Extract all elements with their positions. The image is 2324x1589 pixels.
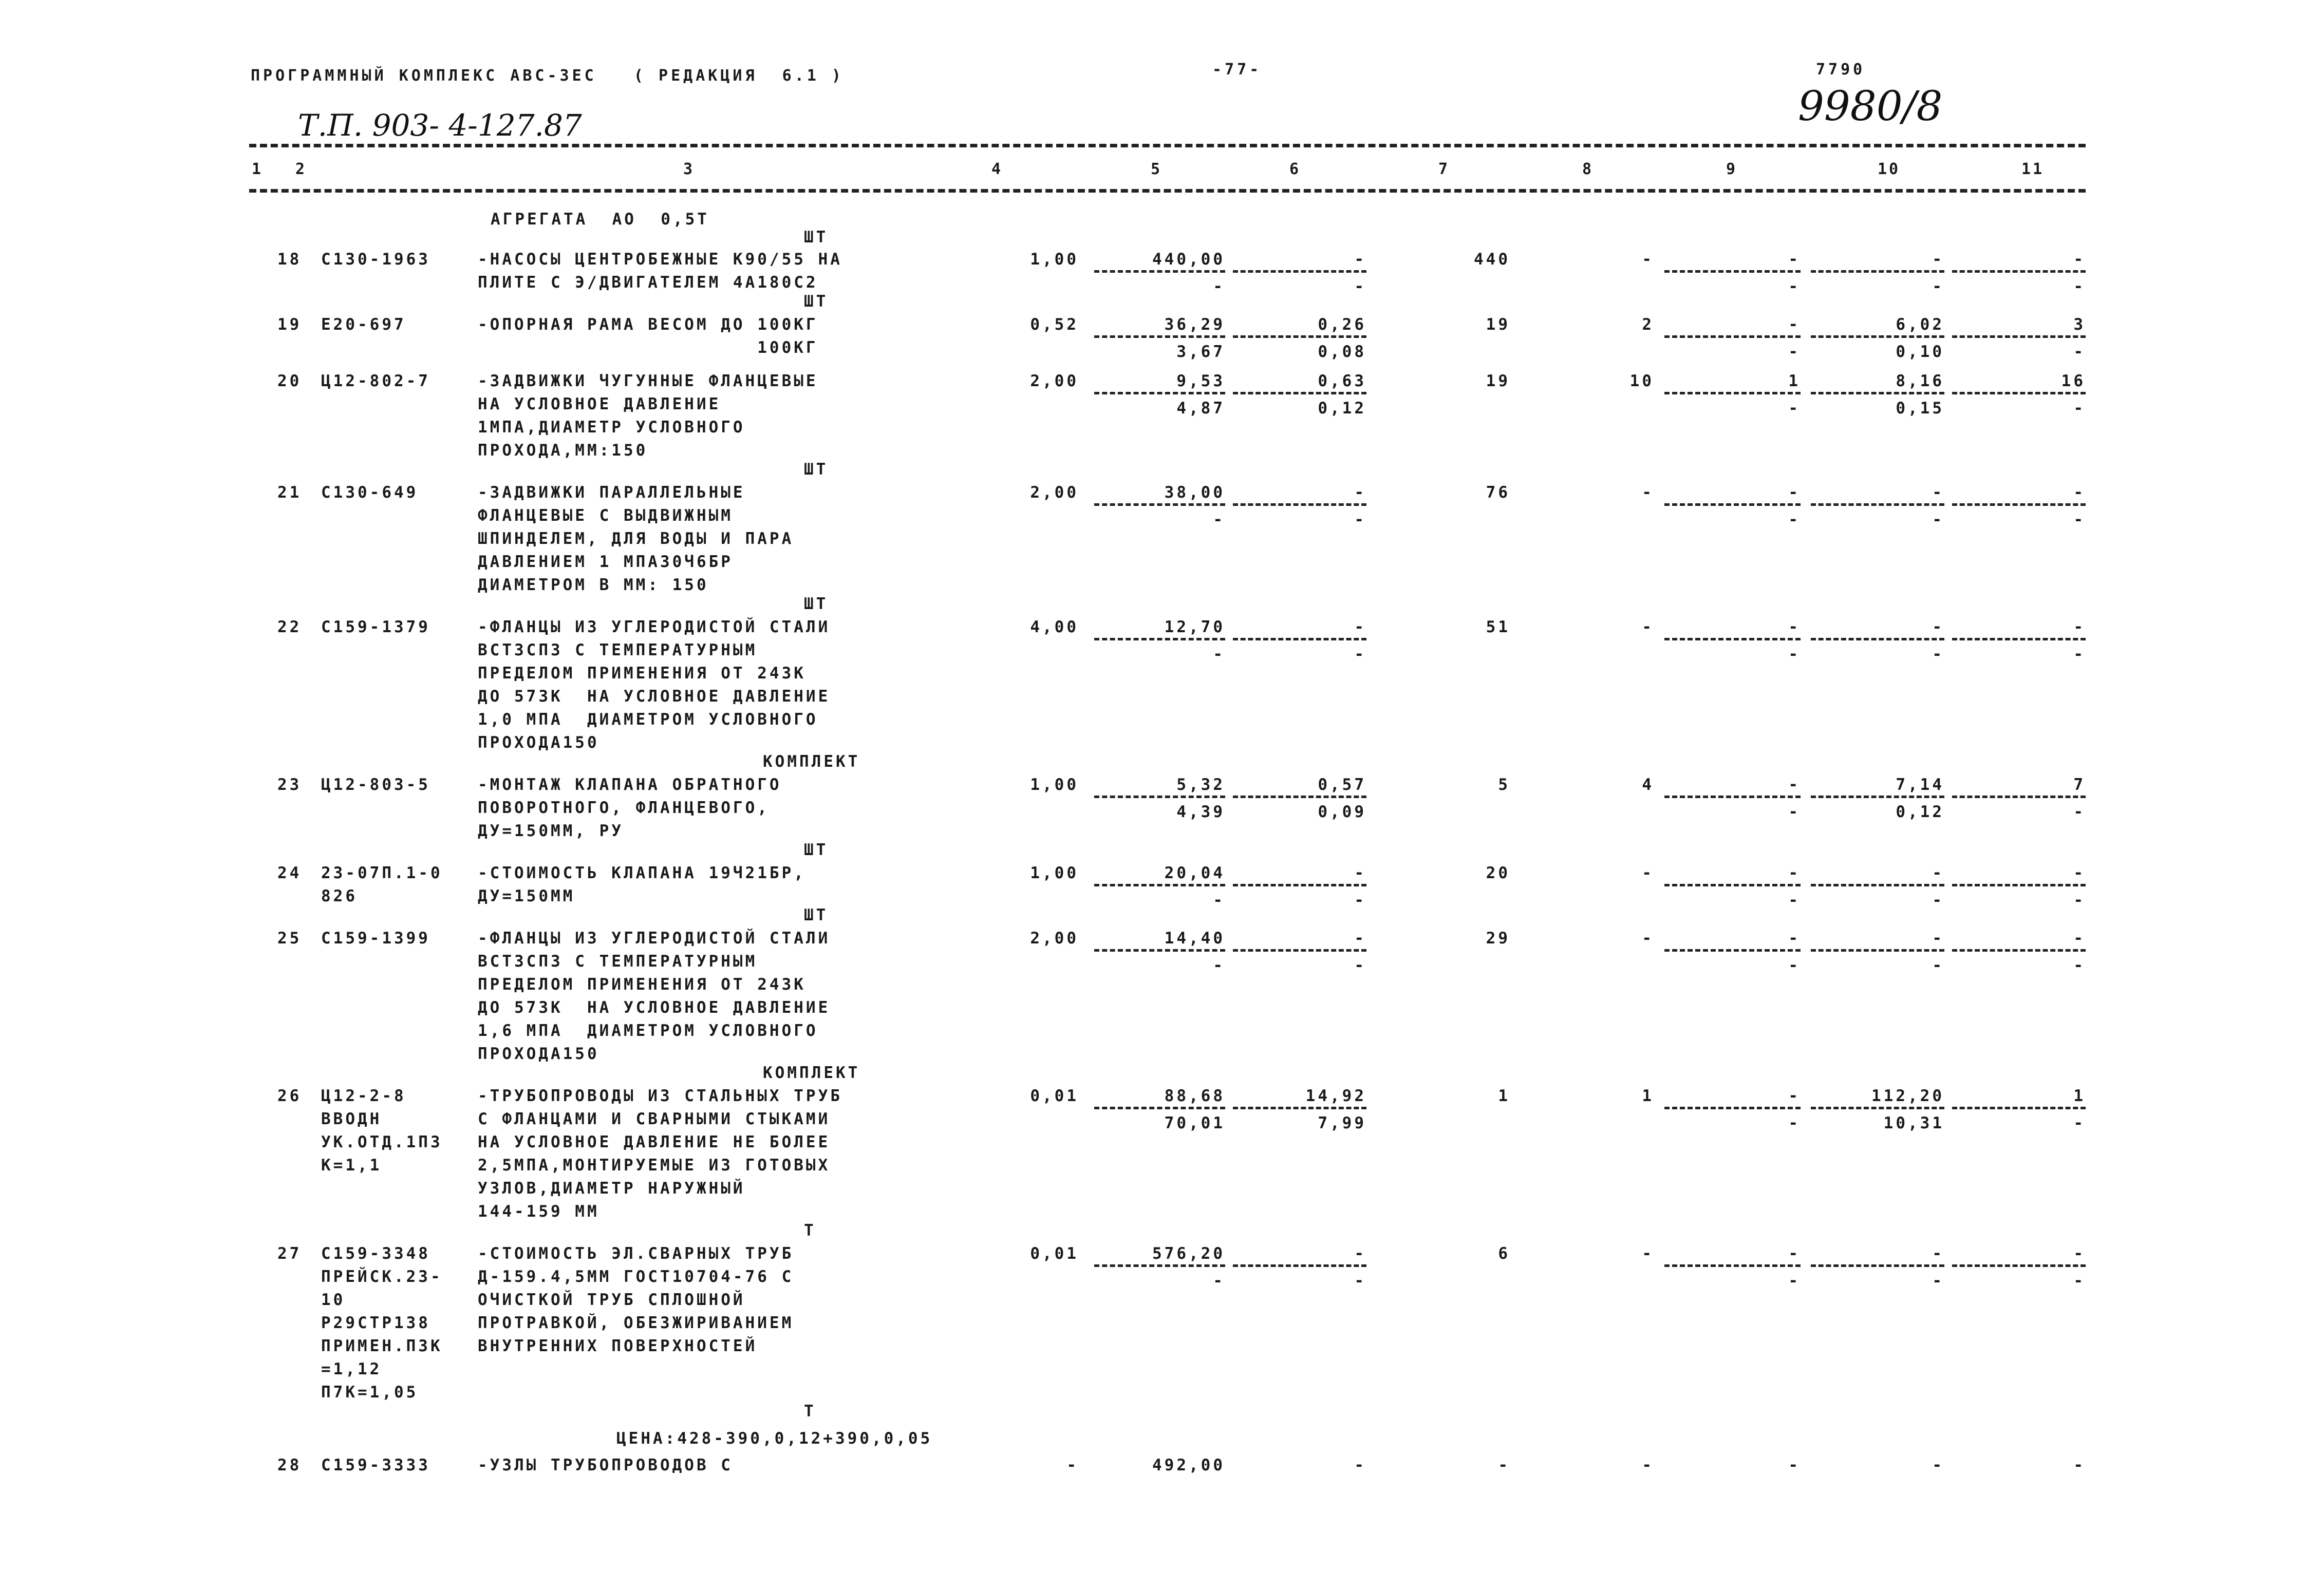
cell-c7: 440: [1474, 250, 1510, 269]
cell-c9b: -: [1788, 803, 1801, 821]
row-code: ВВОДН: [321, 1110, 382, 1128]
cell-c10: -: [1932, 1456, 1944, 1474]
row-description: ПРОТРАВКОЙ, ОБЕЗЖИРИВАНИЕМ: [478, 1314, 794, 1332]
intro-unit: ШТ: [804, 228, 829, 247]
cell-c10: -: [1932, 618, 1944, 636]
row-code: С159-3333: [321, 1456, 430, 1474]
cell-c5: 5,32: [1176, 775, 1225, 794]
row-description: ПРОХОДА,ММ:150: [478, 441, 648, 460]
cell-c9b: -: [1788, 1272, 1801, 1290]
cell-c8: 10: [1629, 372, 1654, 390]
cell-divider-c5: [1094, 392, 1225, 394]
cell-c6: -: [1354, 1456, 1366, 1474]
cell-qty: 2,00: [1030, 483, 1079, 502]
cell-c6: -: [1354, 250, 1366, 269]
column-header-8: 8: [1582, 160, 1594, 178]
cell-divider-c11: [1952, 335, 2086, 338]
row-description: -ЗАДВИЖКИ ПАРАЛЛЕЛЬНЫЕ: [478, 483, 745, 502]
cell-c5: 12,70: [1164, 618, 1225, 636]
cell-c8: 2: [1642, 315, 1654, 334]
row-unit: КОМПЛЕКТ: [763, 1064, 860, 1082]
cell-c7: 6: [1498, 1244, 1510, 1263]
cell-c10b: 10,31: [1883, 1114, 1944, 1132]
row-code: 826: [321, 887, 358, 905]
cell-c5b: 70,01: [1164, 1114, 1225, 1132]
cell-c11: -: [2073, 864, 2086, 882]
cell-qty: 0,01: [1030, 1087, 1079, 1105]
cell-divider-c9: [1664, 1264, 1801, 1267]
cell-divider-c11: [1952, 884, 2086, 886]
cell-c9: -: [1788, 250, 1801, 269]
row-description: 1МПА,ДИАМЕТР УСЛОВНОГО: [478, 418, 745, 437]
cell-qty: -: [1066, 1456, 1079, 1474]
row-description: -УЗЛЫ ТРУБОПРОВОДОВ С: [478, 1456, 733, 1474]
cell-c10b: -: [1932, 1272, 1944, 1290]
row-number: 21: [277, 483, 302, 502]
row-number: 18: [277, 250, 302, 269]
cell-divider-c11: [1952, 503, 2086, 506]
cell-c11: -: [2073, 618, 2086, 636]
row-code: С130-649: [321, 483, 419, 502]
cell-c6: 0,63: [1318, 372, 1366, 390]
row-number: 23: [277, 775, 302, 794]
cell-c5b: -: [1213, 956, 1225, 975]
cell-c8: -: [1642, 250, 1654, 269]
cell-c7: 20: [1486, 864, 1510, 882]
cell-divider-c9: [1664, 884, 1801, 886]
row-number: 28: [277, 1456, 302, 1474]
cell-c9: -: [1788, 775, 1801, 794]
cell-c8: -: [1642, 618, 1654, 636]
row-description: НА УСЛОВНОЕ ДАВЛЕНИЕ НЕ БОЛЕЕ: [478, 1133, 831, 1151]
cell-c11b: -: [2073, 1114, 2086, 1132]
cell-divider-c6: [1233, 884, 1366, 886]
row-description: ВНУТРЕННИХ ПОВЕРХНОСТЕЙ: [478, 1337, 758, 1355]
cell-divider-c6: [1233, 796, 1366, 798]
row-description: -ЗАДВИЖКИ ЧУГУННЫЕ ФЛАНЦЕВЫЕ: [478, 372, 818, 390]
cell-c9b: -: [1788, 956, 1801, 975]
row-number: 20: [277, 372, 302, 390]
row-description: ПРОХОДА150: [478, 1045, 599, 1063]
cell-c11b: -: [2073, 1272, 2086, 1290]
cell-qty: 1,00: [1030, 775, 1079, 794]
cell-c9: -: [1788, 618, 1801, 636]
cell-c8: -: [1642, 483, 1654, 502]
cell-divider-c10: [1811, 1264, 1944, 1267]
cell-c5: 36,29: [1164, 315, 1225, 334]
column-header-5: 5: [1151, 160, 1163, 178]
price-note: ЦЕНА:428-390,0,12+390,0,05: [616, 1429, 933, 1448]
cell-divider-c10: [1811, 392, 1944, 394]
cell-c6b: -: [1354, 1272, 1366, 1290]
row-code: Е20-697: [321, 315, 406, 334]
cell-divider-c6: [1233, 503, 1366, 506]
cell-qty: 0,52: [1030, 315, 1079, 334]
cell-divider-c11: [1952, 1264, 2086, 1267]
cell-divider-c5: [1094, 638, 1225, 640]
cell-c9: 1: [1788, 372, 1801, 390]
cell-divider-c6: [1233, 949, 1366, 952]
cell-divider-c5: [1094, 884, 1225, 886]
page-number: -77-: [1212, 61, 1262, 79]
cell-c10: -: [1932, 929, 1944, 948]
cell-c9b: -: [1788, 891, 1801, 910]
row-code: С130-1963: [321, 250, 430, 269]
cell-divider-c6: [1233, 638, 1366, 640]
cell-divider-c5: [1094, 796, 1225, 798]
row-code: 10: [321, 1291, 346, 1309]
cell-divider-c5: [1094, 335, 1225, 338]
row-description: -ОПОРНАЯ РАМА ВЕСОМ ДО 100КГ: [478, 315, 818, 334]
cell-c5b: -: [1213, 645, 1225, 664]
cell-divider-c10: [1811, 949, 1944, 952]
row-unit: КОМПЛЕКТ: [763, 752, 860, 771]
cell-divider-c6: [1233, 1107, 1366, 1109]
cell-divider-c10: [1811, 335, 1944, 338]
row-code: УК.ОТД.1П3: [321, 1133, 443, 1151]
row-description: НА УСЛОВНОЕ ДАВЛЕНИЕ: [478, 395, 721, 413]
cell-divider-c5: [1094, 949, 1225, 952]
cell-c11: 16: [2061, 372, 2086, 390]
header-rule: [249, 189, 2086, 193]
row-description: ДО 573К НА УСЛОВНОЕ ДАВЛЕНИЕ: [478, 998, 831, 1017]
cell-c10: -: [1932, 1244, 1944, 1263]
cell-qty: 4,00: [1030, 618, 1079, 636]
row-code: С159-3348: [321, 1244, 430, 1263]
row-description: ДИАМЕТРОМ В ММ: 150: [478, 576, 709, 594]
cell-c6b: -: [1354, 645, 1366, 664]
cell-c7: 19: [1486, 315, 1510, 334]
cell-divider-c9: [1664, 335, 1801, 338]
cell-c10: 6,02: [1896, 315, 1944, 334]
row-number: 22: [277, 618, 302, 636]
cell-c9b: -: [1788, 399, 1801, 418]
cell-c11b: -: [2073, 891, 2086, 910]
top-rule: [249, 144, 2086, 147]
cell-c11: -: [2073, 483, 2086, 502]
cell-c5b: 4,39: [1176, 803, 1225, 821]
column-header-6: 6: [1289, 160, 1301, 178]
cell-c9: -: [1788, 929, 1801, 948]
cell-c7: -: [1498, 1456, 1510, 1474]
cell-c6b: 0,09: [1318, 803, 1366, 821]
cell-c11: 3: [2073, 315, 2086, 334]
row-number: 25: [277, 929, 302, 948]
cell-c5: 20,04: [1164, 864, 1225, 882]
row-unit: Т: [804, 1402, 816, 1421]
column-header-11: 11: [2021, 160, 2045, 178]
cell-c5b: 4,87: [1176, 399, 1225, 418]
intro-text: АГРЕГАТА АО 0,5Т: [491, 210, 709, 229]
cell-c6: -: [1354, 1244, 1366, 1263]
row-description: -СТОИМОСТЬ ЭЛ.СВАРНЫХ ТРУБ: [478, 1244, 794, 1263]
cell-c9: -: [1788, 1087, 1801, 1105]
cell-divider-c9: [1664, 392, 1801, 394]
cell-divider-c10: [1811, 503, 1944, 506]
cell-c6b: 7,99: [1318, 1114, 1366, 1132]
cell-c10: 112,20: [1871, 1087, 1944, 1105]
row-description: ВСТ3СП3 С ТЕМПЕРАТУРНЫМ: [478, 952, 758, 971]
cell-divider-c10: [1811, 638, 1944, 640]
row-unit: ШТ: [804, 841, 829, 859]
column-header-10: 10: [1878, 160, 1901, 178]
cell-c7: 51: [1486, 618, 1510, 636]
cell-c6: -: [1354, 929, 1366, 948]
row-description: ОЧИСТКОЙ ТРУБ СПЛОШНОЙ: [478, 1291, 745, 1309]
cell-c7: 1: [1498, 1087, 1510, 1105]
cell-c11b: -: [2073, 343, 2086, 361]
cell-c9: -: [1788, 315, 1801, 334]
row-description: ДАВЛЕНИЕМ 1 МПА30Ч6БР: [478, 553, 733, 571]
cell-c8: -: [1642, 1456, 1654, 1474]
cell-c11b: -: [2073, 956, 2086, 975]
column-header-3: 3: [683, 160, 695, 178]
cell-c10b: 0,12: [1896, 803, 1944, 821]
cell-c9: -: [1788, 1456, 1801, 1474]
row-description: ДУ=150ММ, РУ: [478, 822, 624, 840]
cell-c5: 576,20: [1152, 1244, 1225, 1263]
cell-c5: 492,00: [1152, 1456, 1225, 1474]
row-code: К=1,1: [321, 1156, 382, 1175]
row-number: 26: [277, 1087, 302, 1105]
cell-c11b: -: [2073, 399, 2086, 418]
cell-c5: 88,68: [1164, 1087, 1225, 1105]
row-number: 19: [277, 315, 302, 334]
cell-c8: -: [1642, 929, 1654, 948]
cell-c8: 4: [1642, 775, 1654, 794]
row-description: 2,5МПА,МОНТИРУЕМЫЕ ИЗ ГОТОВЫХ: [478, 1156, 831, 1175]
row-description: -НАСОСЫ ЦЕНТРОБЕЖНЫЕ К90/55 НА: [478, 250, 842, 269]
cell-c5: 38,00: [1164, 483, 1225, 502]
cell-c11b: -: [2073, 277, 2086, 296]
cell-divider-c11: [1952, 270, 2086, 273]
cell-c9: -: [1788, 864, 1801, 882]
program-header: ПРОГРАММНЫЙ КОМПЛЕКС АВС-3ЕС ( РЕДАКЦИЯ 6.1 ): [251, 67, 844, 85]
cell-c6b: -: [1354, 891, 1366, 910]
cell-c11: 7: [2073, 775, 2086, 794]
row-code: =1,12: [321, 1360, 382, 1378]
cell-c11b: -: [2073, 803, 2086, 821]
row-unit: ШТ: [804, 595, 829, 613]
cell-c9b: -: [1788, 645, 1801, 664]
cell-c10b: -: [1932, 645, 1944, 664]
cell-c10: 8,16: [1896, 372, 1944, 390]
row-description: ПРЕДЕЛОМ ПРИМЕНЕНИЯ ОТ 243К: [478, 975, 806, 994]
row-code: Ц12-803-5: [321, 775, 430, 794]
column-header-2: 2: [295, 160, 307, 178]
cell-c10: -: [1932, 483, 1944, 502]
cell-divider-c10: [1811, 270, 1944, 273]
row-code: ПРИМЕН.П3К: [321, 1337, 443, 1355]
row-description: -ФЛАНЦЫ ИЗ УГЛЕРОДИСТОЙ СТАЛИ: [478, 618, 831, 636]
cell-c5b: -: [1213, 891, 1225, 910]
cell-divider-c9: [1664, 1107, 1801, 1109]
cell-c6b: -: [1354, 510, 1366, 529]
cell-divider-c11: [1952, 949, 2086, 952]
cell-c10b: 0,10: [1896, 343, 1944, 361]
row-description: 144-159 ММ: [478, 1202, 599, 1221]
cell-c11: -: [2073, 250, 2086, 269]
row-number: 27: [277, 1244, 302, 1263]
column-header-4: 4: [991, 160, 1003, 178]
row-code: Р29СТР138: [321, 1314, 430, 1332]
cell-c11: -: [2073, 1244, 2086, 1263]
cell-c9: -: [1788, 483, 1801, 502]
cell-divider-c10: [1811, 796, 1944, 798]
cell-c5: 14,40: [1164, 929, 1225, 948]
cell-c10b: -: [1932, 956, 1944, 975]
row-description: -ТРУБОПРОВОДЫ ИЗ СТАЛЬНЫХ ТРУБ: [478, 1087, 842, 1105]
cell-divider-c6: [1233, 392, 1366, 394]
cell-divider-c9: [1664, 796, 1801, 798]
cell-divider-c11: [1952, 638, 2086, 640]
row-code: Ц12-2-8: [321, 1087, 406, 1105]
cell-c5b: -: [1213, 1272, 1225, 1290]
row-unit: ШТ: [804, 460, 829, 479]
cell-c10: -: [1932, 864, 1944, 882]
cell-qty: 2,00: [1030, 929, 1079, 948]
cell-c8: -: [1642, 864, 1654, 882]
cell-c10b: -: [1932, 510, 1944, 529]
cell-c8: -: [1642, 1244, 1654, 1263]
row-description: ШПИНДЕЛЕМ, ДЛЯ ВОДЫ И ПАРА: [478, 529, 794, 548]
row-number: 24: [277, 864, 302, 882]
row-description: 100КГ: [478, 338, 818, 357]
cell-c7: 19: [1486, 372, 1510, 390]
row-code: С159-1399: [321, 929, 430, 948]
row-description: -СТОИМОСТЬ КЛАПАНА 19Ч21БР,: [478, 864, 806, 882]
row-description: ПРЕДЕЛОМ ПРИМЕНЕНИЯ ОТ 243К: [478, 664, 806, 683]
row-unit: Т: [804, 1221, 816, 1240]
cell-c10b: -: [1932, 277, 1944, 296]
cell-c7: 5: [1498, 775, 1510, 794]
cell-c10b: 0,15: [1896, 399, 1944, 418]
cell-qty: 0,01: [1030, 1244, 1079, 1263]
row-code: 23-07П.1-0: [321, 864, 443, 882]
row-description: -ФЛАНЦЫ ИЗ УГЛЕРОДИСТОЙ СТАЛИ: [478, 929, 831, 948]
cell-c6: 0,57: [1318, 775, 1366, 794]
row-code: С159-1379: [321, 618, 430, 636]
cell-c6: 14,92: [1305, 1087, 1366, 1105]
cell-c6b: 0,08: [1318, 343, 1366, 361]
document-code: 7790: [1816, 61, 1866, 79]
cell-divider-c9: [1664, 270, 1801, 273]
cell-c11: 1: [2073, 1087, 2086, 1105]
cell-c6: -: [1354, 864, 1366, 882]
cell-c6: -: [1354, 483, 1366, 502]
row-description: -МОНТАЖ КЛАПАНА ОБРАТНОГО: [478, 775, 782, 794]
cell-divider-c11: [1952, 796, 2086, 798]
cell-divider-c10: [1811, 884, 1944, 886]
cell-divider-c6: [1233, 335, 1366, 338]
row-description: ФЛАНЦЕВЫЕ С ВЫДВИЖНЫМ: [478, 506, 733, 525]
row-description: УЗЛОВ,ДИАМЕТР НАРУЖНЫЙ: [478, 1179, 745, 1198]
cell-divider-c9: [1664, 503, 1801, 506]
cell-c10: -: [1932, 250, 1944, 269]
cell-qty: 1,00: [1030, 864, 1079, 882]
cell-c10: 7,14: [1896, 775, 1944, 794]
cell-c6: 0,26: [1318, 315, 1366, 334]
column-header-1: 1: [252, 160, 264, 178]
row-unit: ШТ: [804, 906, 829, 924]
cell-c5b: 3,67: [1176, 343, 1225, 361]
cell-c7: 29: [1486, 929, 1510, 948]
cell-c5: 440,00: [1152, 250, 1225, 269]
cell-c9b: -: [1788, 277, 1801, 296]
cell-c9b: -: [1788, 510, 1801, 529]
cell-divider-c11: [1952, 1107, 2086, 1109]
cell-c6: -: [1354, 618, 1366, 636]
cell-c6b: 0,12: [1318, 399, 1366, 418]
cell-c5: 9,53: [1176, 372, 1225, 390]
cell-c10b: -: [1932, 891, 1944, 910]
row-description: ПОВОРОТНОГО, ФЛАНЦЕВОГО,: [478, 799, 770, 817]
cell-c6b: -: [1354, 277, 1366, 296]
cell-divider-c5: [1094, 1107, 1225, 1109]
cell-divider-c11: [1952, 392, 2086, 394]
row-description: ВСТ3СП3 С ТЕМПЕРАТУРНЫМ: [478, 641, 758, 659]
cell-c9: -: [1788, 1244, 1801, 1263]
cell-divider-c6: [1233, 270, 1366, 273]
row-description: 1,0 МПА ДИАМЕТРОМ УСЛОВНОГО: [478, 710, 818, 729]
cell-c7: 76: [1486, 483, 1510, 502]
row-description: Д-159.4,5ММ ГОСТ10704-76 С: [478, 1268, 794, 1286]
cell-c8: 1: [1642, 1087, 1654, 1105]
cell-qty: 1,00: [1030, 250, 1079, 269]
row-description: 1,6 МПА ДИАМЕТРОМ УСЛОВНОГО: [478, 1021, 818, 1040]
row-unit: ШТ: [804, 292, 829, 311]
cell-divider-c6: [1233, 1264, 1366, 1267]
cell-c11: -: [2073, 1456, 2086, 1474]
cell-c11b: -: [2073, 645, 2086, 664]
cell-c5b: -: [1213, 277, 1225, 296]
cell-c9b: -: [1788, 1114, 1801, 1132]
cell-c11b: -: [2073, 510, 2086, 529]
cell-divider-c5: [1094, 270, 1225, 273]
handwritten-project-number: Т.П. 903- 4-127.87: [298, 108, 582, 143]
cell-c9b: -: [1788, 343, 1801, 361]
row-description: ПЛИТЕ С Э/ДВИГАТЕЛЕМ 4А180С2: [478, 273, 818, 292]
cell-divider-c9: [1664, 638, 1801, 640]
cell-c5b: -: [1213, 510, 1225, 529]
column-header-7: 7: [1438, 160, 1450, 178]
row-description: ДО 573К НА УСЛОВНОЕ ДАВЛЕНИЕ: [478, 687, 831, 706]
row-code: ПРЕЙСК.23-: [321, 1268, 443, 1286]
cell-qty: 2,00: [1030, 372, 1079, 390]
cell-divider-c5: [1094, 503, 1225, 506]
cell-divider-c5: [1094, 1264, 1225, 1267]
row-description: С ФЛАНЦАМИ И СВАРНЫМИ СТЫКАМИ: [478, 1110, 831, 1128]
row-description: ПРОХОДА150: [478, 733, 599, 752]
column-header-9: 9: [1726, 160, 1738, 178]
cell-divider-c10: [1811, 1107, 1944, 1109]
row-description: ДУ=150ММ: [478, 887, 575, 905]
row-code: Ц12-802-7: [321, 372, 430, 390]
row-code: П7К=1,05: [321, 1383, 419, 1402]
handwritten-sheet-number: 9980/8: [1798, 82, 1943, 130]
cell-c6b: -: [1354, 956, 1366, 975]
cell-c11: -: [2073, 929, 2086, 948]
cell-divider-c9: [1664, 949, 1801, 952]
